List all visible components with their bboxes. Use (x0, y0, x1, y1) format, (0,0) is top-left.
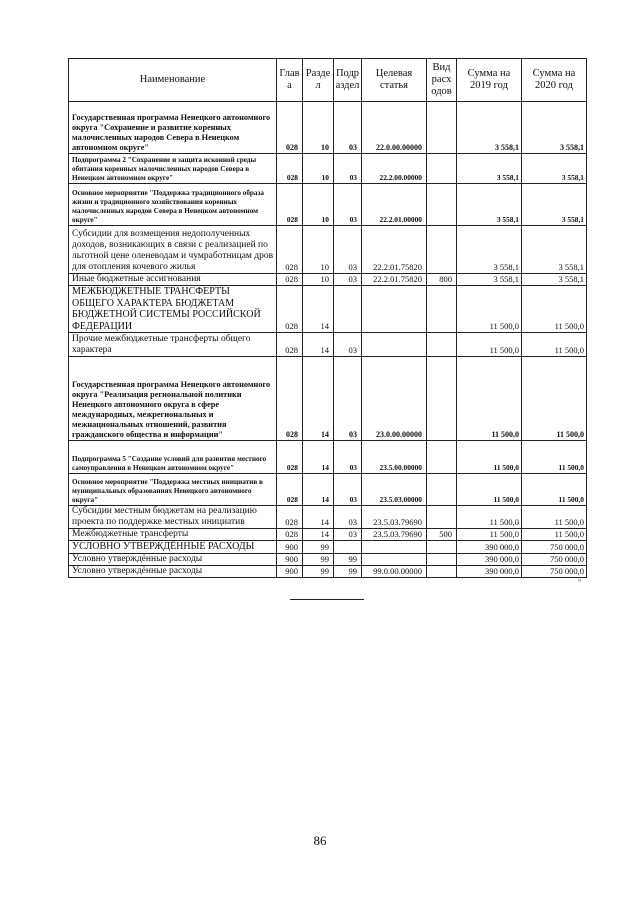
table-row (69, 474, 587, 506)
row-glava: 028 (277, 102, 303, 154)
row-target: 99.0.00.00000 (362, 565, 427, 577)
row-sum2019: 3 558,1 (457, 184, 522, 226)
page-number: 86 (313, 833, 327, 848)
row-target: 23.5.03.00000 (362, 474, 427, 506)
row-podrazdel: 03 (334, 102, 362, 154)
row-podrazdel: 03 (334, 226, 362, 274)
row-vid (427, 184, 457, 226)
row-glava: 028 (277, 184, 303, 226)
row-podrazdel: 03 (334, 441, 362, 474)
row-vid (427, 474, 457, 506)
row-sum2020: 750 000,0 (522, 541, 587, 554)
row-razdel: 14 (303, 506, 334, 529)
row-razdel: 14 (303, 441, 334, 474)
row-target: 23.5.00.00000 (362, 441, 427, 474)
table-row (69, 529, 587, 541)
row-glava: 028 (277, 333, 303, 357)
row-name: Подпрограмма 2 "Сохранение и защита исконной среды обитания коренных малочисленных народов Севера в Ненецком автономном округе" (69, 154, 277, 184)
row-razdel: 99 (303, 541, 334, 554)
row-sum2019: 11 500,0 (457, 357, 522, 441)
row-sum2019: 390 000,0 (457, 541, 522, 554)
row-name: Условно утверждённые расходы (69, 553, 277, 565)
row-razdel: 14 (303, 357, 334, 441)
row-sum2020: 750 000,0 (522, 553, 587, 565)
row-name: Государственная программа Ненецкого автономного округа "Сохранение и развитие коренных малочисленных народов Севера в Ненецком автономном округе" (69, 102, 277, 154)
row-vid (427, 506, 457, 529)
table-row (69, 274, 587, 286)
row-razdel: 99 (303, 565, 334, 577)
row-podrazdel: 03 (334, 474, 362, 506)
row-sum2020: 11 500,0 (522, 441, 587, 474)
row-razdel: 14 (303, 529, 334, 541)
row-glava: 028 (277, 357, 303, 441)
row-name: Условно утверждённые расходы (69, 565, 277, 577)
row-sum2020: 11 500,0 (522, 333, 587, 357)
row-podrazdel: 03 (334, 274, 362, 286)
row-target: 22.2.01.75820 (362, 274, 427, 286)
row-target: 23.0.00.00000 (362, 357, 427, 441)
row-razdel: 10 (303, 274, 334, 286)
row-name: Прочие межбюджетные трансферты общего характера (69, 333, 277, 357)
table-row (69, 226, 587, 274)
row-glava: 028 (277, 529, 303, 541)
row-target: 23.5.03.79690 (362, 506, 427, 529)
table-row (69, 102, 587, 154)
row-vid (427, 226, 457, 274)
row-name: Межбюджетные трансферты (69, 529, 277, 541)
row-target: 22.2.01.00000 (362, 184, 427, 226)
row-glava: 028 (277, 474, 303, 506)
row-razdel: 10 (303, 184, 334, 226)
row-podrazdel: 03 (334, 357, 362, 441)
row-name: Основное мероприятие "Поддержка местных инициатив в муниципальных образованиях Ненецкого автономного округа" (69, 474, 277, 506)
row-vid: 800 (427, 274, 457, 286)
row-name: Государственная программа Ненецкого автономного округа "Реализация региональной политики Ненецкого автономного округа в сфере международных, межрегиональных и межнациональных отношений, развития гражданского общества и информации" (69, 357, 277, 441)
row-name: УСЛОВНО УТВЕРЖДЁННЫЕ РАСХОДЫ (69, 541, 277, 554)
row-vid (427, 154, 457, 184)
row-glava: 028 (277, 226, 303, 274)
row-glava: 028 (277, 506, 303, 529)
row-razdel: 14 (303, 474, 334, 506)
row-target (362, 333, 427, 357)
col-header-name: Наименование (69, 59, 277, 102)
row-sum2020: 3 558,1 (522, 102, 587, 154)
row-podrazdel: 99 (334, 553, 362, 565)
row-razdel: 10 (303, 226, 334, 274)
row-name: Субсидии местным бюджетам на реализацию проекта по поддержке местных инициатив (69, 506, 277, 529)
row-podrazdel: 03 (334, 529, 362, 541)
row-glava: 900 (277, 565, 303, 577)
row-glava: 028 (277, 441, 303, 474)
row-target: 23.5.03.79690 (362, 529, 427, 541)
row-sum2019: 11 500,0 (457, 474, 522, 506)
row-glava: 900 (277, 541, 303, 554)
row-podrazdel: 03 (334, 184, 362, 226)
row-podrazdel: 03 (334, 154, 362, 184)
row-target (362, 541, 427, 554)
row-sum2019: 3 558,1 (457, 154, 522, 184)
row-vid (427, 441, 457, 474)
row-name: Подпрограмма 5 "Создание условий для развития местного самоуправления в Ненецком автономном округе" (69, 441, 277, 474)
table-row (69, 553, 587, 565)
row-razdel: 10 (303, 154, 334, 184)
row-sum2020: 11 500,0 (522, 286, 587, 333)
row-razdel: 10 (303, 102, 334, 154)
end-rule (290, 599, 364, 600)
row-glava: 028 (277, 154, 303, 184)
row-vid (427, 553, 457, 565)
table-row (69, 333, 587, 357)
row-vid (427, 357, 457, 441)
row-sum2019: 11 500,0 (457, 529, 522, 541)
table-row (69, 357, 587, 441)
col-header-target: Целевая статья (362, 59, 427, 102)
col-header-sum2020: Сумма на 2020 год (522, 59, 587, 102)
row-sum2019: 11 500,0 (457, 441, 522, 474)
budget-table (68, 58, 587, 578)
row-sum2020: 750 000,0 (522, 565, 587, 577)
row-name: Иные бюджетные ассигнования (69, 274, 277, 286)
row-podrazdel: 03 (334, 506, 362, 529)
row-sum2019: 390 000,0 (457, 565, 522, 577)
row-razdel: 99 (303, 553, 334, 565)
row-vid (427, 565, 457, 577)
header-row (69, 59, 587, 102)
row-sum2020: 11 500,0 (522, 474, 587, 506)
row-sum2019: 390 000,0 (457, 553, 522, 565)
row-sum2020: 11 500,0 (522, 506, 587, 529)
row-sum2019: 3 558,1 (457, 226, 522, 274)
row-target (362, 553, 427, 565)
table-row (69, 154, 587, 184)
row-target (362, 286, 427, 333)
row-sum2020: 3 558,1 (522, 184, 587, 226)
row-glava: 028 (277, 286, 303, 333)
row-glava: 028 (277, 274, 303, 286)
col-header-glava: Глав а (277, 59, 303, 102)
row-sum2020: 3 558,1 (522, 274, 587, 286)
row-name: Субсидии для возмещения недополученных доходов, возникающих в связи с реализацией по льготной цене оленеводам и чумработницам дров для отопления кочевого жилья (69, 226, 277, 274)
col-header-razdel: Разде л (303, 59, 334, 102)
row-target: 22.2.01.75820 (362, 226, 427, 274)
row-sum2019: 11 500,0 (457, 333, 522, 357)
row-vid (427, 286, 457, 333)
row-vid (427, 333, 457, 357)
table-row (69, 506, 587, 529)
table-row (69, 441, 587, 474)
row-razdel: 14 (303, 286, 334, 333)
row-sum2020: 11 500,0 (522, 357, 587, 441)
row-sum2020: 3 558,1 (522, 226, 587, 274)
col-header-vid: Вид расх одов (427, 59, 457, 102)
row-vid (427, 102, 457, 154)
row-target: 22.2.00.00000 (362, 154, 427, 184)
row-razdel: 14 (303, 333, 334, 357)
table-row (69, 565, 587, 577)
row-target: 22.0.00.00000 (362, 102, 427, 154)
row-podrazdel (334, 286, 362, 333)
row-sum2019: 3 558,1 (457, 102, 522, 154)
row-sum2019: 3 558,1 (457, 274, 522, 286)
row-vid: 500 (427, 529, 457, 541)
row-podrazdel: 99 (334, 565, 362, 577)
row-sum2019: 11 500,0 (457, 286, 522, 333)
row-vid (427, 541, 457, 554)
col-header-podrazdel: Подр аздел (334, 59, 362, 102)
table-row (69, 286, 587, 333)
row-sum2020: 3 558,1 (522, 154, 587, 184)
table-row (69, 541, 587, 554)
tick-mark: " (578, 578, 582, 587)
row-podrazdel: 03 (334, 333, 362, 357)
row-glava: 900 (277, 553, 303, 565)
table-row (69, 184, 587, 226)
row-podrazdel (334, 541, 362, 554)
row-name: МЕЖБЮДЖЕТНЫЕ ТРАНСФЕРТЫ ОБЩЕГО ХАРАКТЕРА БЮДЖЕТАМ БЮДЖЕТНОЙ СИСТЕМЫ РОССИЙСКОЙ ФЕДЕРАЦИИ (69, 286, 277, 333)
row-name: Основное мероприятие "Поддержка традиционного образа жизни и традиционного хозяйствования коренных малочисленных народов Севера в Ненецком автономном округе" (69, 184, 277, 226)
col-header-sum2019: Сумма на 2019 год (457, 59, 522, 102)
row-sum2020: 11 500,0 (522, 529, 587, 541)
row-sum2019: 11 500,0 (457, 506, 522, 529)
